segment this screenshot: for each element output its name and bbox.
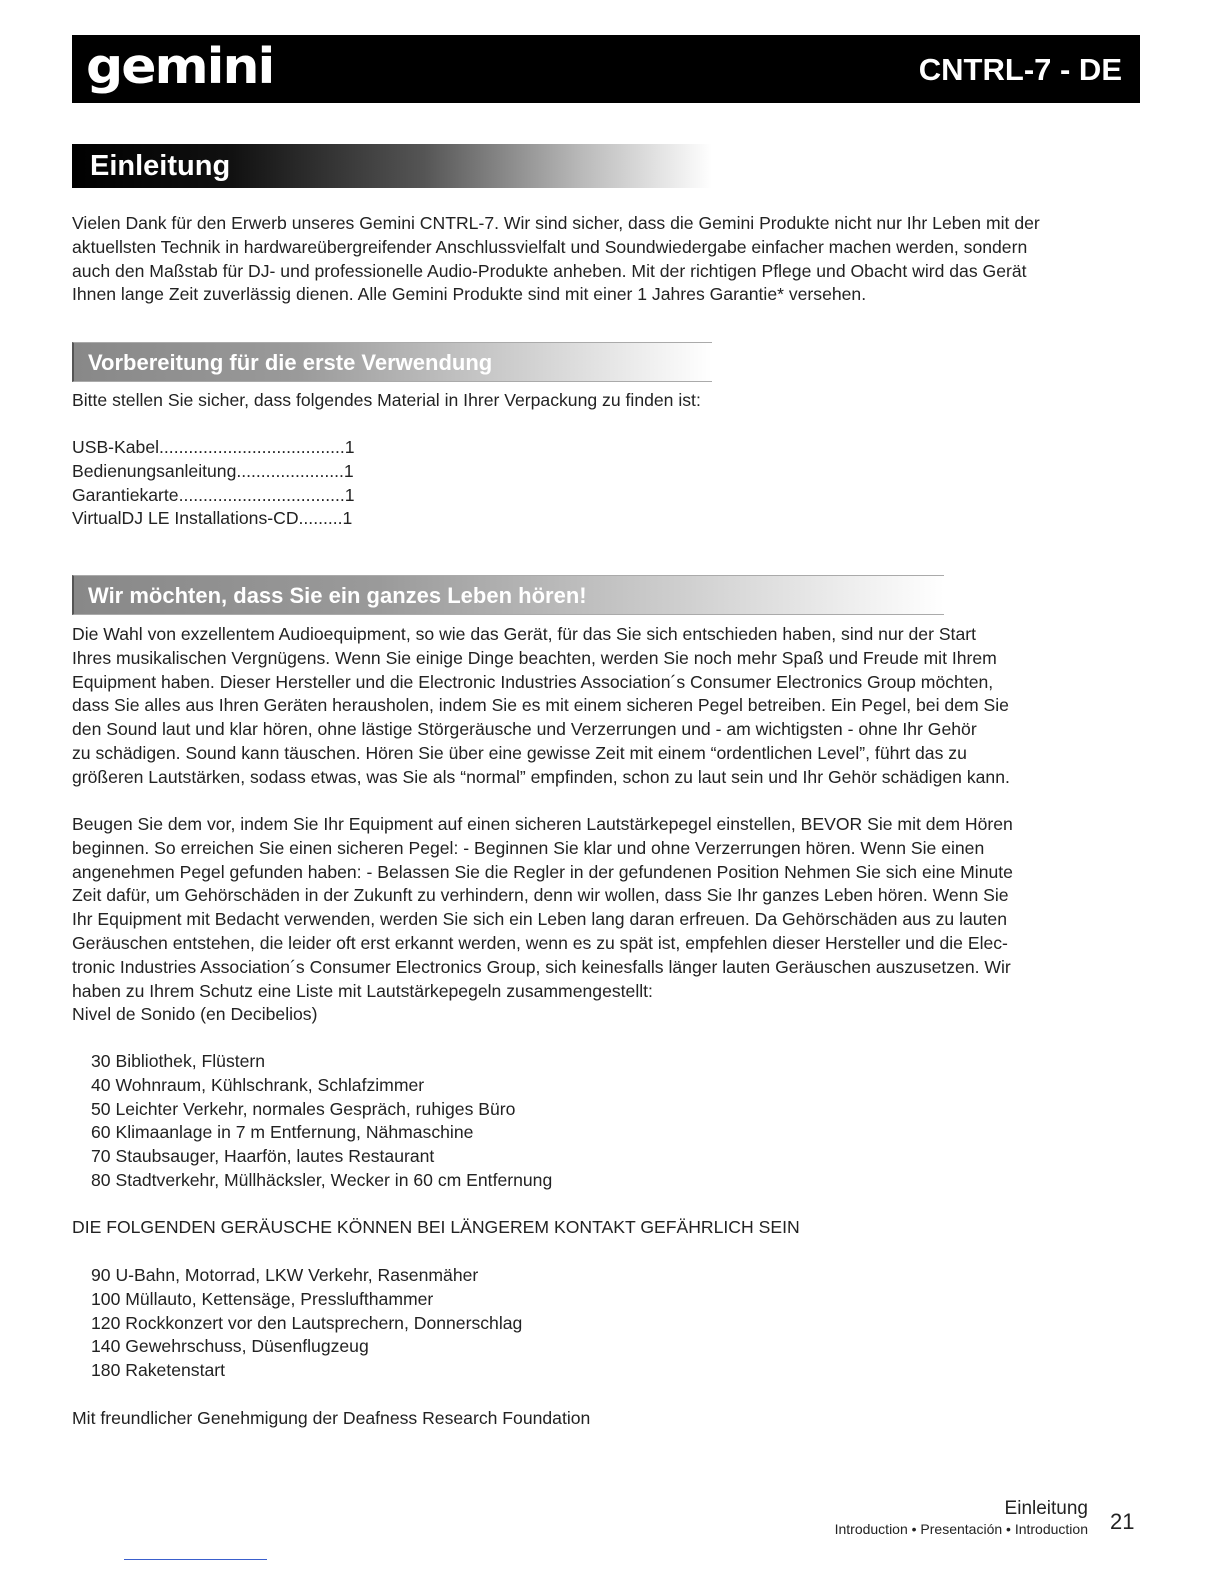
text-line: dass Sie alles aus Ihren Geräten herausholen, indem Sie es mit einem sicheren Pegel betreiben. Ein Pegel, bei dem Sie	[72, 695, 1009, 716]
list-item: VirtualDJ LE Installations-CD.........1	[72, 508, 353, 529]
list-item: 80 Stadtverkehr, Müllhäcksler, Wecker in 60 cm Entfernung	[91, 1169, 553, 1190]
section-heading-text: Einleitung	[90, 150, 231, 182]
list-item: 50 Leichter Verkehr, normales Gespräch, ruhiges Büro	[91, 1098, 516, 1119]
package-intro	[72, 389, 1144, 413]
section-heading-vorbereitung	[72, 342, 712, 382]
text-line: Ihres musikalischen Vergnügens. Wenn Sie einige Dinge beachten, werden Sie noch mehr Spaß und Freude mit Ihrem	[72, 647, 997, 668]
text-line: Beugen Sie dem vor, indem Sie Ihr Equipment auf einen sicheren Lautstärkepegel einstellen, BEVOR Sie mit dem Hören	[72, 814, 1013, 834]
package-contents-list	[72, 436, 1144, 531]
model-title: CNTRL-7 - DE	[918, 52, 1122, 87]
list-item: Garantiekarte..................................1	[72, 484, 355, 505]
list-item: 120 Rockkonzert vor den Lautsprechern, Donnerschlag	[91, 1312, 523, 1333]
text-line: Ihr Equipment mit Bedacht verwenden, werden Sie sich ein Leben lang daran erfreuen. Da Gehörschäden aus zu lauten	[72, 909, 1008, 930]
footer-subtitle: Introduction • Presentación • Introduction	[834, 1521, 1088, 1537]
text-line: Die Wahl von exzellentem Audioequipment, so wie das Gerät, für das Sie sich entschieden haben, sind nur der Start	[72, 624, 976, 644]
danger-warning	[72, 1216, 1144, 1240]
text-line: beginnen. So erreichen Sie einen sicheren Pegel: - Beginnen Sie klar und ohne Verzerrungen hören. Wenn Sie einen	[72, 837, 985, 858]
text-line: Geräuschen entstehen, die leider oft erst erkannt werden, wenn es zu spät ist, empfehlen dieser Hersteller und die Elec-	[72, 932, 1008, 953]
section-heading-text: Vorbereitung für die erste Verwendung	[88, 350, 493, 375]
text-line: aktuellsten Technik in hardwareübergreifender Anschlussvielfalt und Soundwiedergabe einfacher machen werden, sondern	[72, 236, 1028, 257]
gemini-logo: gemini	[86, 38, 274, 96]
hearing-paragraph-2	[72, 813, 1144, 1027]
hearing-paragraph-1	[72, 623, 1144, 790]
list-item: 60 Klimaanlage in 7 m Entfernung, Nähmaschine	[91, 1122, 474, 1143]
section-heading-text: Wir möchten, dass Sie ein ganzes Leben hören!	[88, 583, 587, 608]
text-line: Mit freundlicher Genehmigung der Deafness Research Foundation	[72, 1408, 591, 1428]
text-line: den Sound laut und klar hören, ohne lästige Störgeräusche und Verzerrungen und - am wichtigsten - ohne Ihr Gehör	[72, 719, 977, 740]
text-line: Equipment haben. Dieser Hersteller und die Electronic Industries Association´s Consumer Electronics Group möchten,	[72, 671, 994, 692]
list-item: 100 Müllauto, Kettensäge, Presslufthammer	[91, 1288, 434, 1309]
sound-level-list	[91, 1050, 552, 1193]
list-item: 40 Wohnraum, Kühlschrank, Schlafzimmer	[91, 1074, 425, 1095]
intro-paragraph	[72, 212, 1144, 307]
text-line: Nivel de Sonido (en Decibelios)	[72, 1004, 318, 1025]
list-item: 90 U-Bahn, Motorrad, LKW Verkehr, Rasenmäher	[91, 1265, 479, 1285]
section-heading-hearing	[72, 575, 944, 615]
footer-title: Einleitung	[1004, 1498, 1088, 1519]
dangerous-level-list	[91, 1264, 522, 1383]
credit-line	[72, 1407, 1144, 1431]
footer-divider	[124, 1559, 267, 1560]
text-line: Ihnen lange Zeit zuverlässig dienen. Alle Gemini Produkte sind mit einer 1 Jahres Garantie* versehen.	[72, 284, 867, 305]
text-line: haben zu Ihrem Schutz eine Liste mit Lautstärkepegeln zusammengestellt:	[72, 980, 653, 1001]
text-line: Zeit dafür, um Gehörschäden in der Zukunft zu verhindern, denn wir wollen, dass Sie Ihr ganzes Leben hören. Wenn Sie	[72, 885, 1009, 906]
section-heading-einleitung	[72, 144, 712, 188]
text-line: auch den Maßstab für DJ- und professionelle Audio-Produkte anheben. Mit der richtigen Pflege und Obacht wird das Gerät	[72, 260, 1027, 281]
text-line: angenehmen Pegel gefunden haben: - Belassen Sie die Regler in der gefundenen Position Nehmen Sie sich eine Minute	[72, 861, 1013, 882]
page-number: 21	[1110, 1509, 1135, 1534]
text-line: zu schädigen. Sound kann täuschen. Hören Sie über eine gewisse Zeit mit einem “ordentlichen Level”, führt das zu	[72, 742, 967, 763]
text-line: größeren Lautstärken, sodass etwas, was Sie als “normal” empfinden, schon zu laut sein und Ihr Gehör schädigen kann.	[72, 766, 1010, 787]
text-line: DIE FOLGENDEN GERÄUSCHE KÖNNEN BEI LÄNGEREM KONTAKT GEFÄHRLICH SEIN	[72, 1217, 800, 1237]
list-item: 70 Staubsauger, Haarfön, lautes Restaurant	[91, 1146, 435, 1167]
list-item: 30 Bibliothek, Flüstern	[91, 1051, 266, 1071]
text-line: Bitte stellen Sie sicher, dass folgendes Material in Ihrer Verpackung zu finden ist:	[72, 390, 701, 410]
list-item: 140 Gewehrschuss, Düsenflugzeug	[91, 1336, 369, 1357]
list-item: USB-Kabel......................................1	[72, 437, 355, 457]
list-item: 180 Raketenstart	[91, 1360, 225, 1381]
list-item: Bedienungsanleitung......................1	[72, 460, 354, 481]
page-header	[72, 35, 1140, 103]
text-line: Vielen Dank für den Erwerb unseres Gemini CNTRL-7. Wir sind sicher, dass die Gemini Produkte nicht nur Ihr Leben mit der	[72, 213, 1040, 233]
text-line: tronic Industries Association´s Consumer Electronics Group, sich keinesfalls länger lauten Geräuschen auszusetzen. Wir	[72, 956, 1011, 977]
